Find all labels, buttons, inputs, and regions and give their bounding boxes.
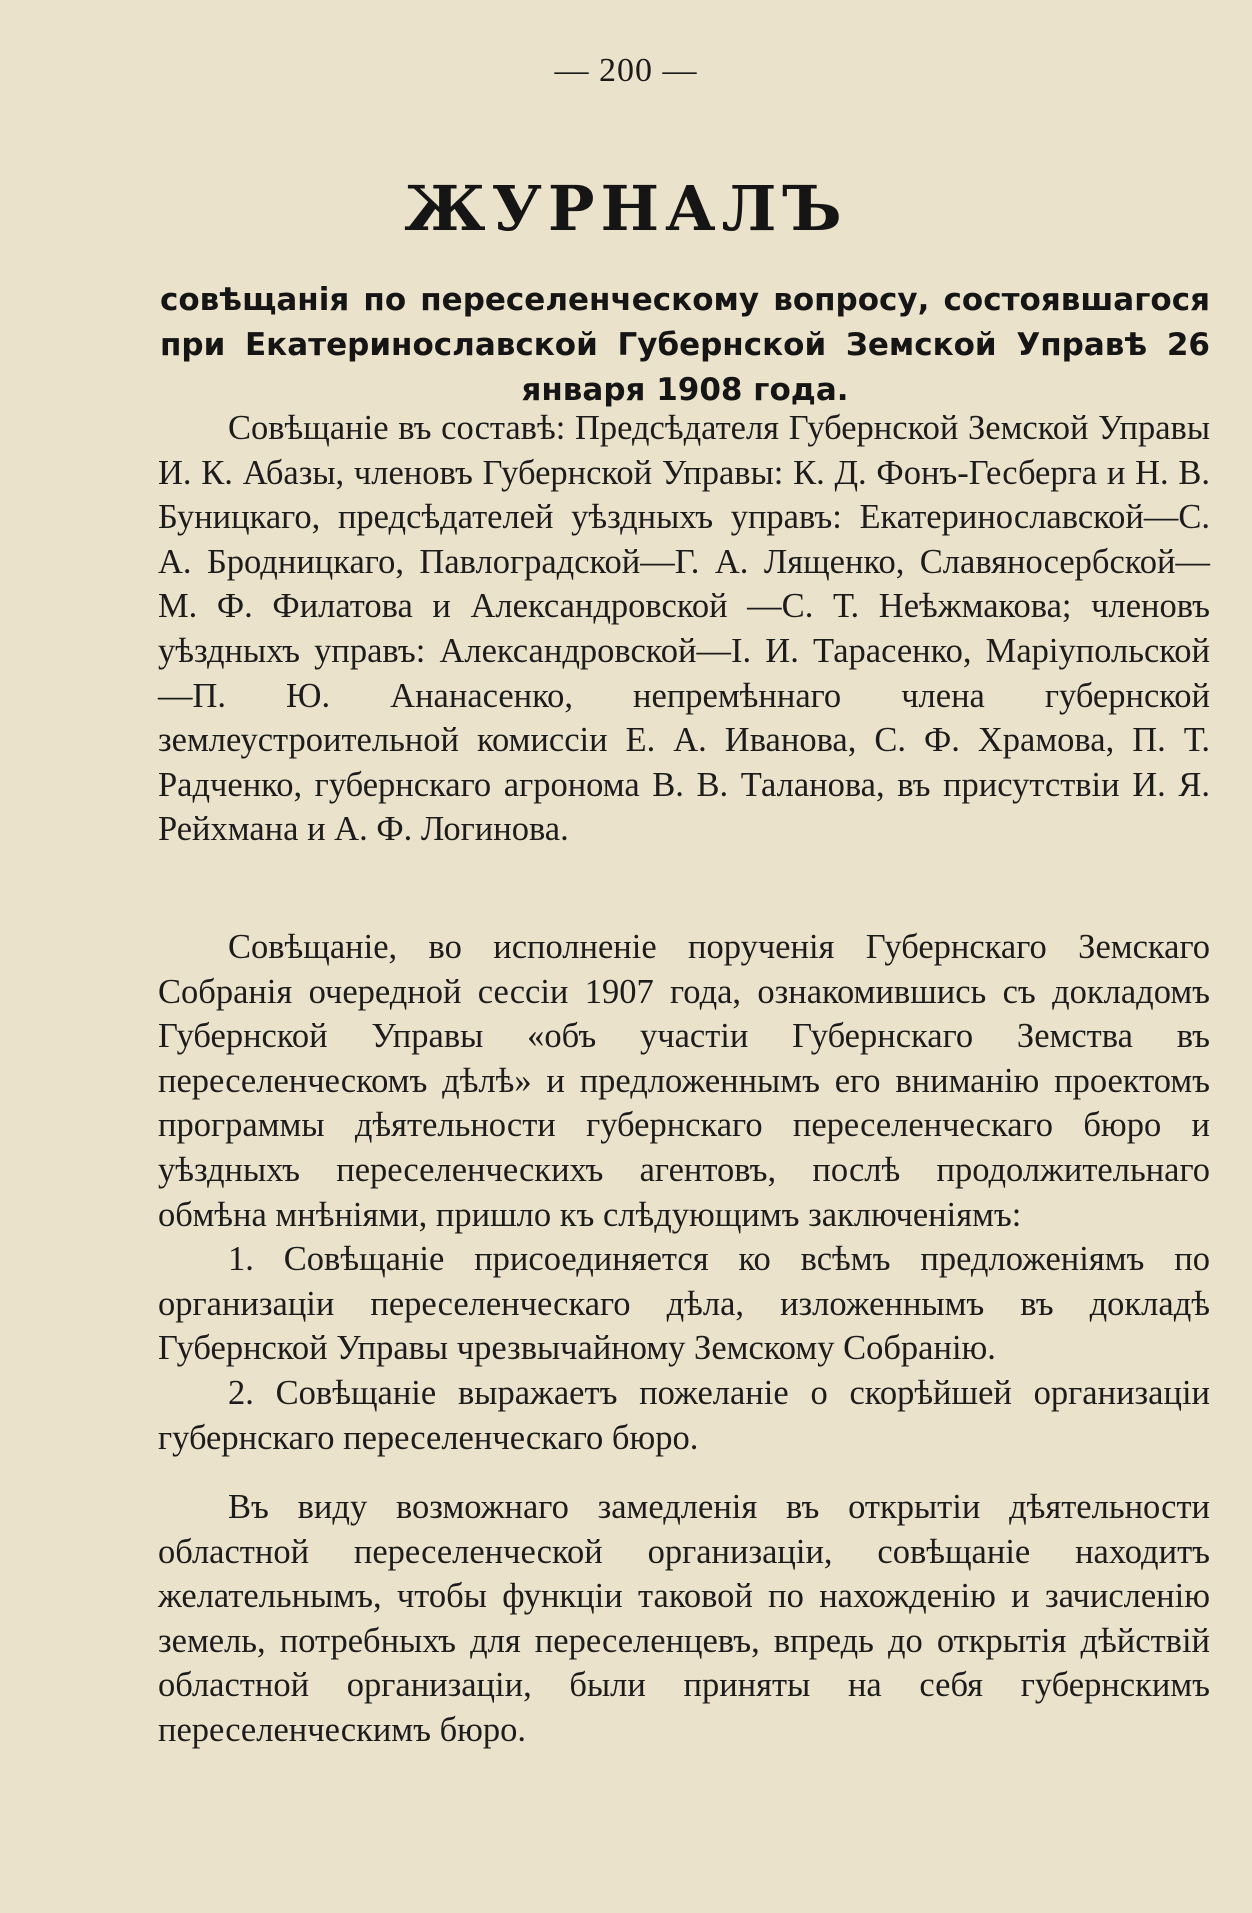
page-number: — 200 —	[554, 52, 698, 89]
paragraph: Совѣщаніе въ составѣ: Предсѣдателя Губернской Земской Управы И. К. Абазы, членовъ Губернской Управы: К. Д. Фонъ-Гесберга и Н. В. Буницкаго, предсѣдателей уѣздныхъ управъ: Екатеринославской—С. А. Бродницкаго, Павлоградской—Г. А. Лященко, Славяносербской—М. Ф. Филатова и Александровской —С. Т. Неѣжмакова; членовъ уѣздныхъ управъ: Александровской—І. И. Тарасенко, Маріупольской—П. Ю. Ананасенко, непремѣннаго члена губернской землеустроительной комиссіи Е. А. Иванова, С. Ф. Храмова, П. Т. Радченко, губернскаго агронома В. В. Таланова, въ присутствіи И. Я. Рейхмана и А. Ф. Логинова.	[158, 409, 1210, 849]
document-subtitle: совѣщанія по переселенческому вопросу, состоявшагося при Екатеринославской Губернской Земской Управѣ 26 января 1908 года.	[160, 282, 1210, 408]
paragraph: Въ виду возможнаго замедленія въ открытіи дѣятельности областной переселенческой организаціи, совѣщаніе находитъ желательнымъ, чтобы функціи таковой по нахожденію и зачисленію земель, потребныхъ для переселенцевъ, впредь до открытія дѣйствій областной организаціи, были приняты на себя губернскимъ переселенческимъ бюро.	[158, 1488, 1210, 1749]
paragraph: Совѣщаніе, во исполненіе порученія Губернскаго Земскаго Собранія очередной сессіи 1907 года, ознакомившись съ докладомъ Губернской Управы «объ участіи Губернскаго Земства въ переселенческомъ дѣлѣ» и предложеннымъ его вниманію проектомъ программы дѣятельности губернскаго переселенческаго бюро и уѣздныхъ переселенческихъ агентовъ, послѣ продолжительнаго обмѣна мнѣніями, пришло къ слѣдующимъ заключеніямъ:	[158, 928, 1210, 1234]
paragraph: 2. Совѣщаніе выражаетъ пожеланіе о скорѣйшей организаціи губернскаго переселенческаго бюро.	[158, 1373, 1210, 1457]
paragraph-block-participants	[158, 406, 1210, 852]
document-title: ЖУРНАЛЪ	[404, 172, 848, 245]
paragraph: 1. Совѣщаніе присоединяется ко всѣмъ предложеніямъ по организаціи переселенческаго дѣла, изложеннымъ въ докладѣ Губернской Управы чрезвычайному Земскому Собранію.	[158, 1240, 1210, 1368]
paragraph-block-conclusion	[158, 1485, 1210, 1753]
paragraph-block-resolutions	[158, 925, 1210, 1460]
